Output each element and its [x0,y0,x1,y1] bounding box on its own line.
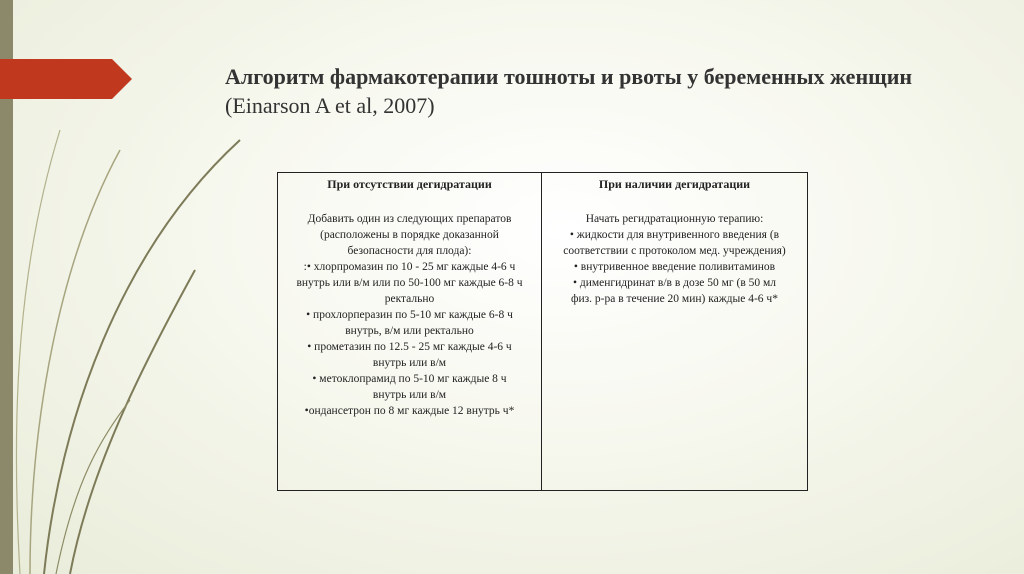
table-line: безопасности для плода): [347,245,472,257]
table-line: внутрь, в/м или ректально [345,325,474,337]
table-line: • внутривенное введение поливитаминов [573,261,776,273]
table-line: соответствии с протоколом мед. учреждения) [563,245,786,257]
column-no-dehydration [278,173,542,490]
slide-title [225,62,985,120]
table-line: •ондансетрон по 8 мг каждые 12 внутрь ч* [304,405,515,417]
title-reference: (Einarson A et al, 2007) [225,93,435,118]
table-line: • жидкости для внутривенного введения (в [569,229,780,241]
table-line: • метоклопрамид по 5-10 мг каждые 8 ч [312,373,507,385]
table-line: (расположены в порядке доказанной [320,229,499,241]
table-line: • прометазин по 12.5 - 25 мг каждые 4-6 ч [307,341,512,353]
table-line: ректально [384,293,435,305]
table-line: внутрь или в/м [372,357,447,369]
table-line: • прохлорперазин по 5-10 мг каждые 6-8 ч [306,309,513,321]
table-line: внутрь или в/м [372,389,447,401]
table-line: • дименгидринат в/в в дозе 50 мг (в 50 мл [572,277,777,289]
table-line: внутрь или в/м или по 50-100 мг каждые 6-8 ч [296,277,523,289]
title-arrow-icon [0,59,132,99]
column-header: При отсутствии дегидратации [327,177,492,191]
table-line: Добавить один из следующих препаратов [307,213,512,225]
table-line: Начать регидратационную терапию: [585,213,764,225]
title-main: Алгоритм фармакотерапии тошноты и рвоты у беременных женщин [225,64,913,89]
table-line: :• хлорпромазин по 10 - 25 мг каждые 4-6 ч [303,261,516,273]
therapy-table [277,172,808,491]
column-dehydration [542,173,807,490]
column-header: При наличии дегидратации [598,177,751,191]
table-line: физ. р-ра в течение 20 мин) каждые 4-6 ч* [571,293,778,305]
